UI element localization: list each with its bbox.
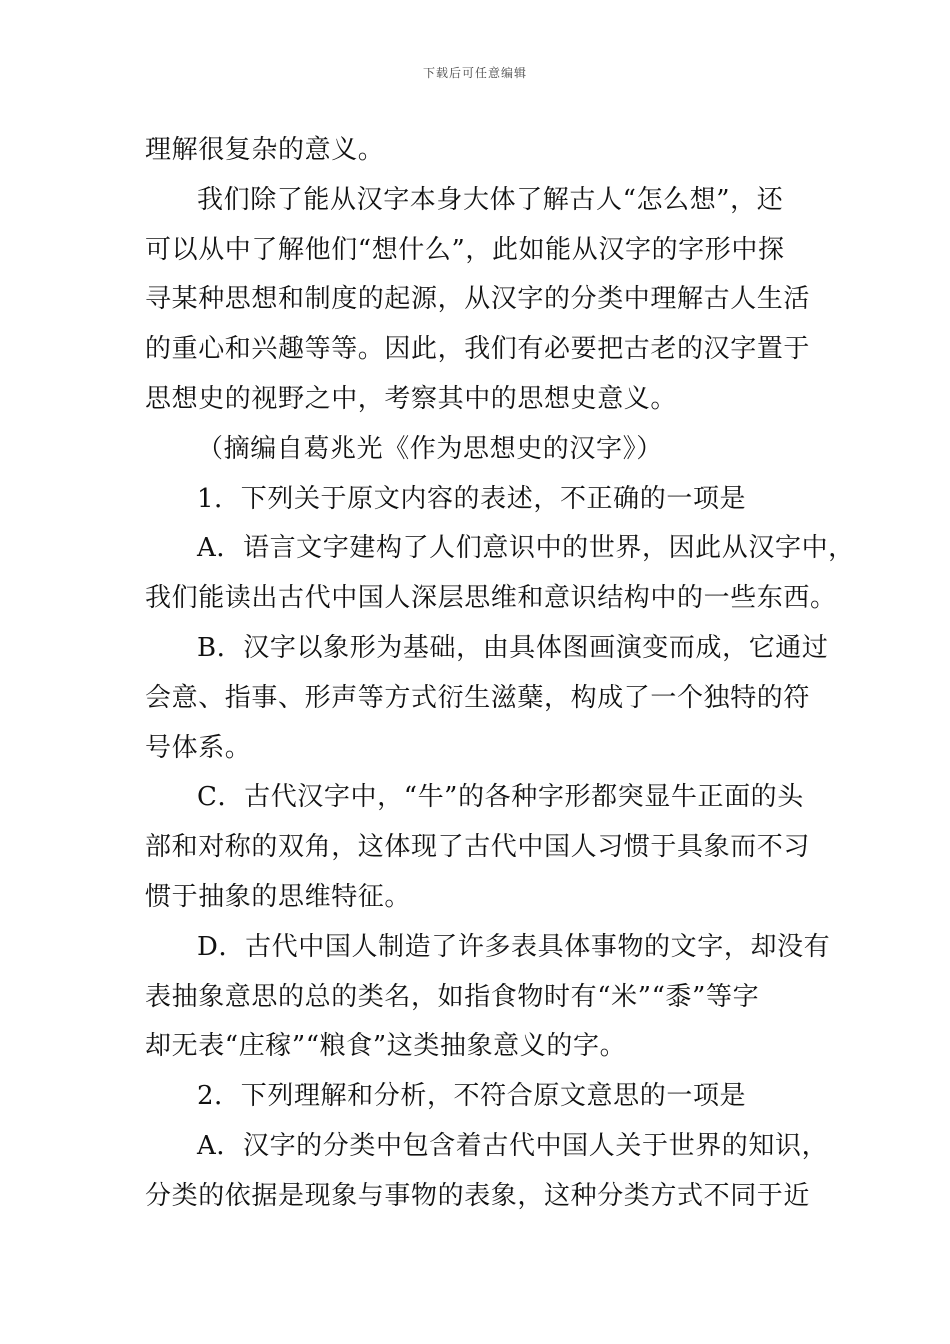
text-line: 可以从中了解他们“想什么”，此如能从汉字的字形中探 — [145, 234, 785, 265]
text-line: 号体系。 — [145, 732, 252, 763]
question-2-stem: 2．下列理解和分析，不符合原文意思的一项是 — [197, 1081, 747, 1112]
text-line: 我们能读出古代中国人深层思维和意识结构中的一些东西。 — [145, 583, 837, 614]
text-line: 却无表“庄稼”“粮食”这类抽象意义的字。 — [145, 1031, 627, 1062]
text-line: 理解很复杂的意义。 — [145, 135, 385, 165]
question-1-option-a: A．语言文字建构了人们意识中的世界，因此从汉字中， — [197, 533, 855, 564]
document-body — [145, 126, 855, 1222]
text-line: 思想史的视野之中，考察其中的思想史意义。 — [145, 383, 678, 414]
text-line: 会意、指事、形声等方式衍生滋蘖，构成了一个独特的符 — [145, 682, 811, 713]
text-line: 分类的依据是现象与事物的表象，这种分类方式不同于近 — [145, 1180, 811, 1211]
question-1-option-d: D．古代中国人制造了许多表具体事物的文字，却没有 — [197, 931, 831, 962]
question-1-stem: 1．下列关于原文内容的表述，不正确的一项是 — [197, 483, 747, 514]
text-line: 部和对称的双角，这体现了古代中国人习惯于具象而不习 — [145, 832, 811, 863]
text-line: 惯于抽象的思维特征。 — [145, 881, 412, 912]
question-1-option-b: B．汉字以象形为基础，由具体图画演变而成，它通过 — [197, 632, 829, 663]
page-header: 下载后可任意编辑 — [422, 66, 527, 80]
source-citation: （摘编自葛兆光《作为思想史的汉字》） — [197, 433, 663, 464]
question-1-option-c: C．古代汉字中，“牛”的各种字形都突显牛正面的头 — [197, 782, 804, 813]
text-line: 的重心和兴趣等等。因此，我们有必要把古老的汉字置于 — [145, 334, 811, 365]
text-line: 寻某种思想和制度的起源，从汉字的分类中理解古人生活 — [145, 284, 811, 315]
question-2-option-a: A．汉字的分类中包含着古代中国人关于世界的知识， — [197, 1130, 829, 1161]
text-line: 表抽象意思的总的类名，如指食物时有“米”“黍”等字 — [145, 981, 760, 1012]
text-line: 我们除了能从汉字本身大体了解古人“怎么想”，还 — [197, 184, 784, 215]
